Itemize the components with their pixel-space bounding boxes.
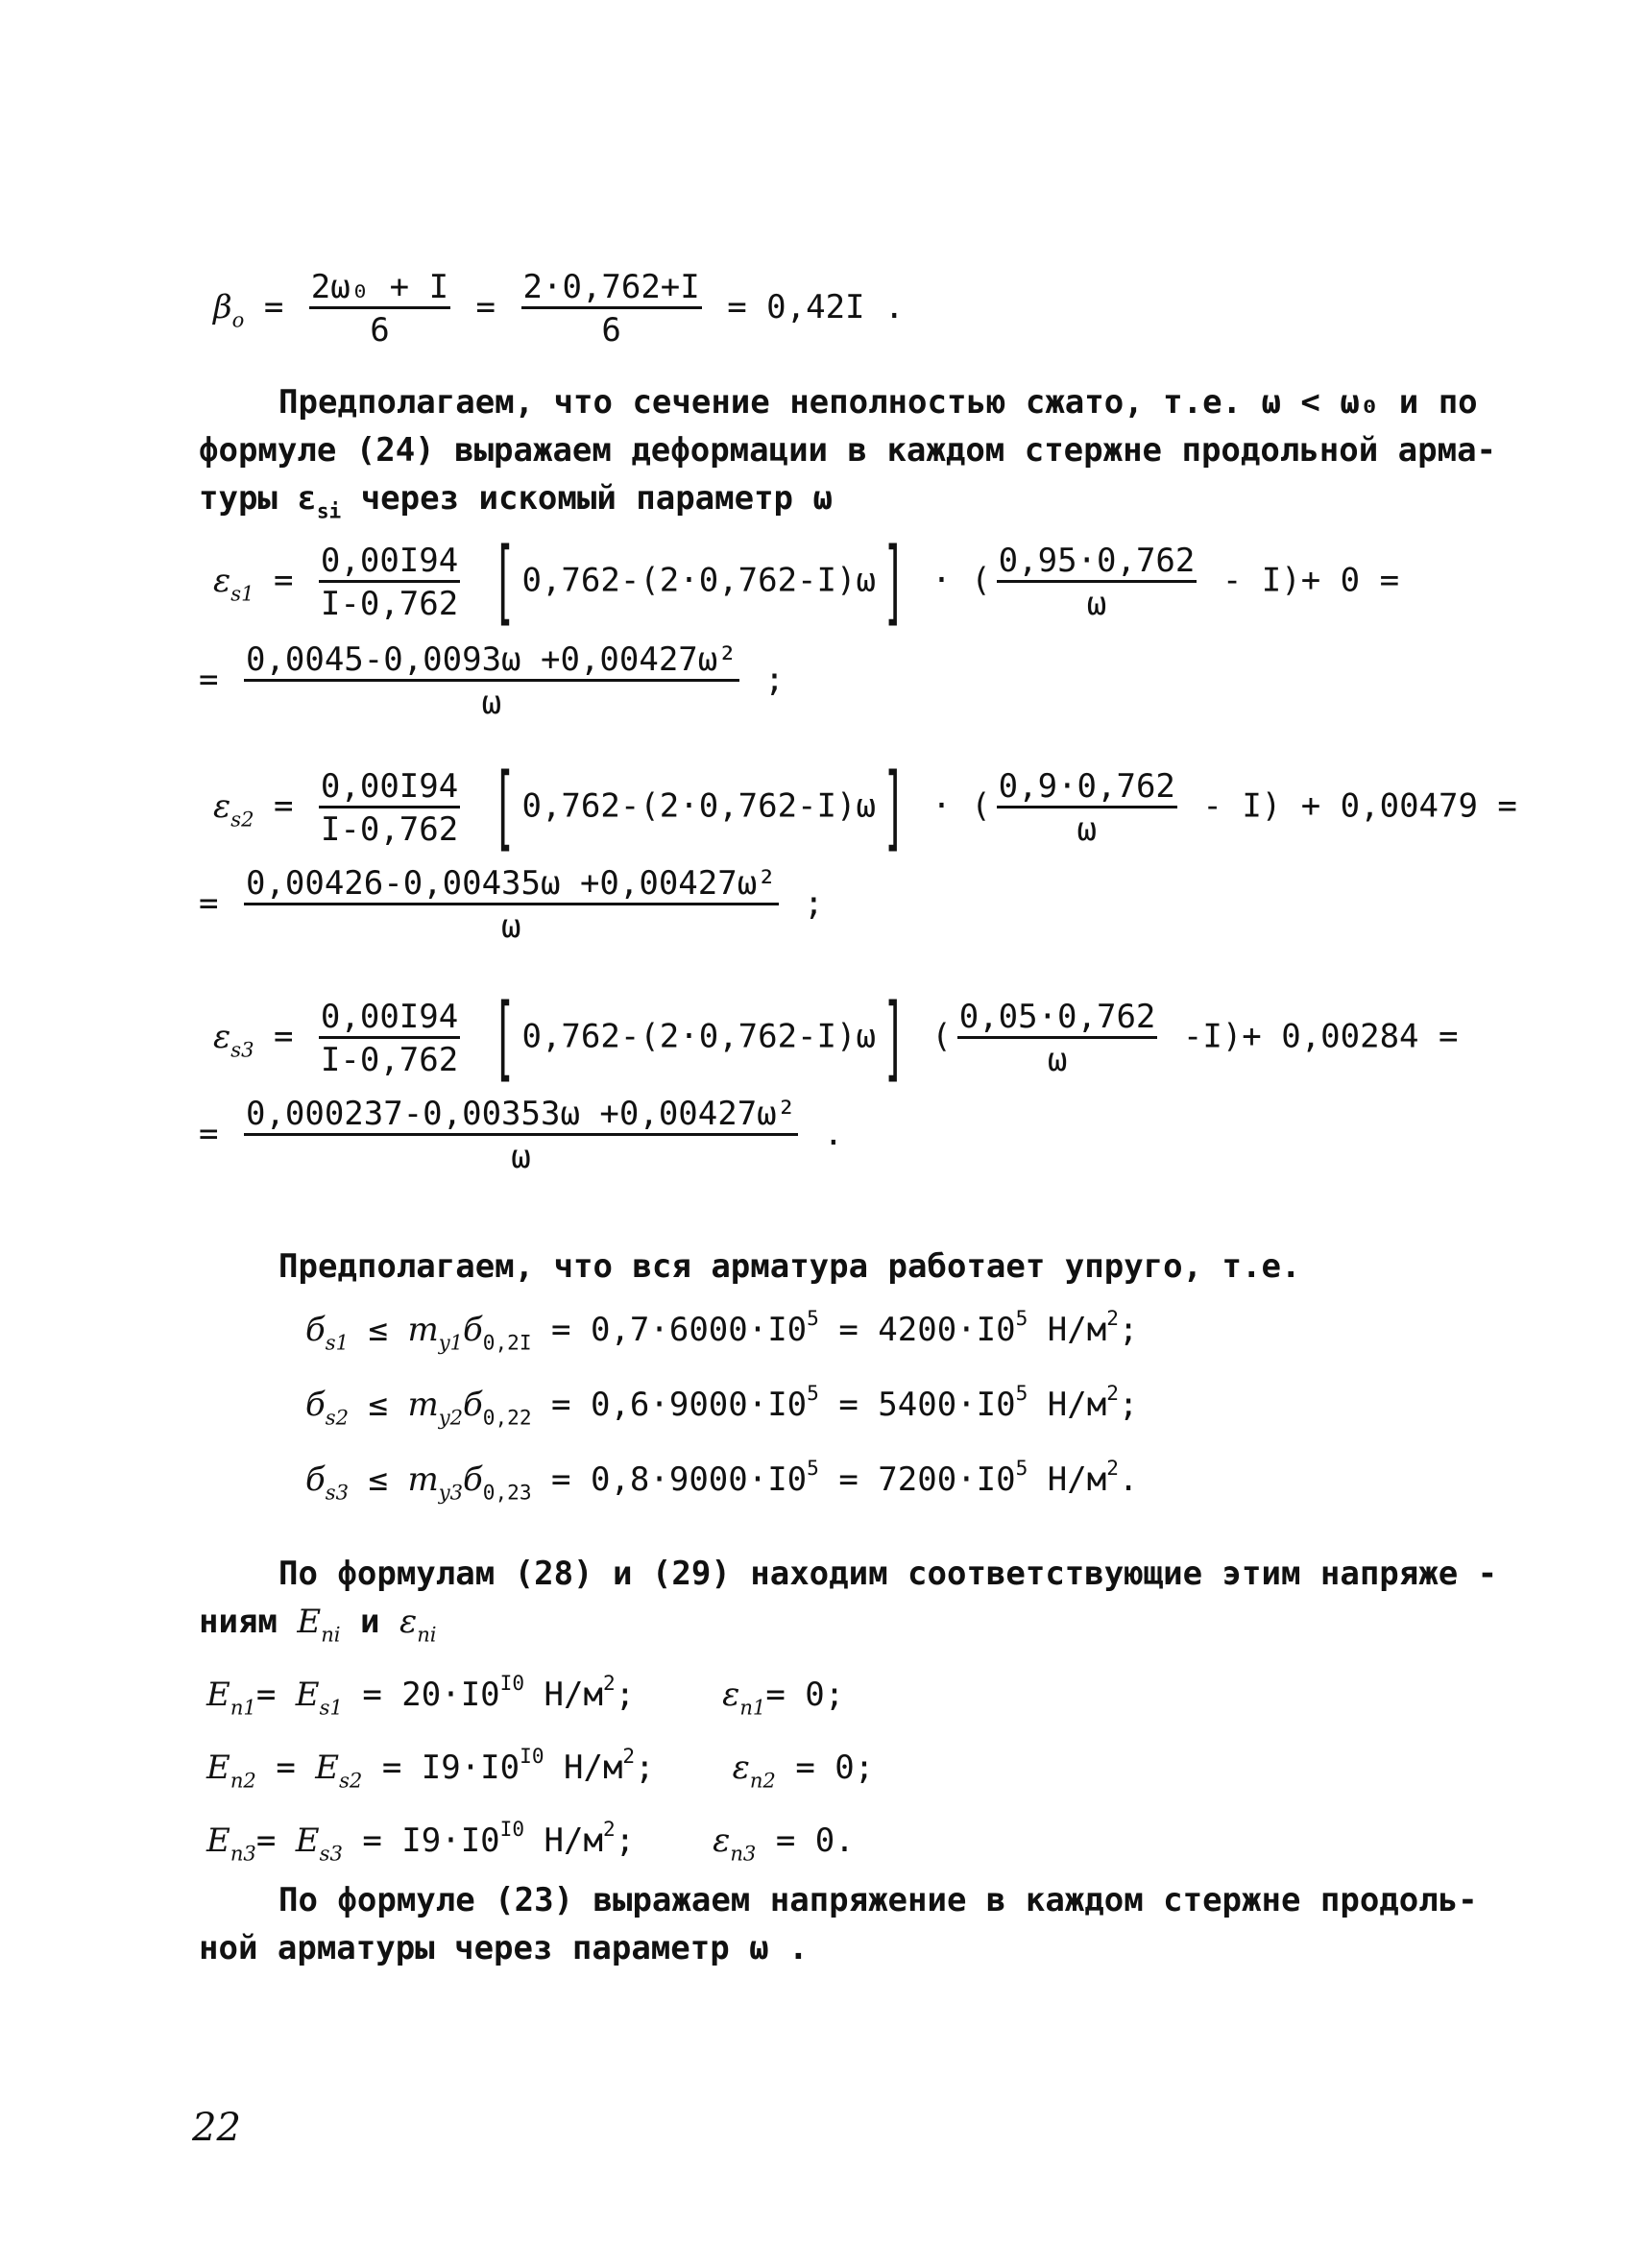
eps-s3-bracket: 0,762-(2·0,762-I)ω: [521, 1017, 876, 1056]
paragraph-3-line-1: По формулам (28) и (29) находим соответствующие этим напряже -: [278, 1555, 1498, 1593]
eps-s3-inner-fraction: $\frac{0,05\cdot 0,762}{\omega}$: [958, 997, 1156, 1079]
paragraph-1-line-2: формуле (24) выражаем деформации в каждом стержне продольной арма-: [199, 431, 1497, 470]
paragraph-1-line-3: туры $\varepsilon_{si}$ через искомый параметр ω: [199, 479, 833, 523]
paragraph-3-line-2: ниям $E_{ni}$ и $\varepsilon_{ni}$: [199, 1603, 437, 1647]
modulus-n1-row: $E_{n1}= E_{s1} = 20\cdot I0^{I0}$ $Н/м^2$; $\varepsilon_{n1}= 0$;: [206, 1671, 845, 1720]
paragraph-2: Предполагаем, что вся арматура работает упруго, т.е.: [278, 1247, 1301, 1286]
eps-s2-bracket: 0,762-(2·0,762-I)ω: [521, 786, 876, 826]
eps-s2-coefficient: $\frac{0,00I94}{I-0,762}$: [320, 766, 459, 849]
sigma-s2-inequality: $б_{s2} \le m_{y2}б_{0,22} = 0,6\cdot 9000\cdot I0^5 = 5400\cdot I0^5$ $Н/м^2$;: [305, 1381, 1139, 1430]
eps-s1-equation: $\varepsilon_{s1}$ = $\frac{0,00I94}{I-0,762}$ [ 0,762-(2·0,762-I)ω] · ( $\frac{0,95\cdot 0,762}{\omega}$ - I)+ 0 =: [213, 528, 1400, 636]
beta-formula: $\beta_o$ = $\frac{\text{2ω₀ + I}}{6}$ = $\frac{2\cdot 0,762+I}{6}$ = 0,42I .: [213, 268, 905, 350]
sigma-s1-inequality: $б_{s1} \le m_{y1}б_{0,2I} = 0,7\cdot 6000\cdot I0^5 = 4200\cdot I0^5$ $Н/м^2$;: [305, 1306, 1139, 1355]
eps-s3-equation: $\varepsilon_{s3}$ = $\frac{0,00I94}{I-0,762}$ [ 0,762-(2·0,762-I)ω] ( $\frac{0,05\cdot 0,762}{\omega}$ -I)+ 0,00284 =: [213, 984, 1459, 1092]
eps-s2-inner-fraction: $\frac{0,9\cdot 0,762}{\omega}$: [998, 766, 1175, 849]
eps-s1-bracket: 0,762-(2·0,762-I)ω: [521, 561, 876, 600]
beta-fraction-1: $\frac{\text{2ω₀ + I}}{6}$: [310, 268, 449, 350]
eps-s3-coefficient: $\frac{0,00I94}{I-0,762}$: [320, 997, 459, 1079]
eps-s1-inner-fraction: $\frac{0,95\cdot 0,762}{\omega}$: [998, 541, 1196, 623]
eps-s2-equation: $\varepsilon_{s2}$ = $\frac{0,00I94}{I-0,762}$ [ 0,762-(2·0,762-I)ω] · ( $\frac{0,9\cdot 0,762}{\omega}$ - I) + 0,00479 =: [213, 754, 1517, 861]
sigma-s3-inequality: $б_{s3} \le m_{y3}б_{0,23} = 0,8\cdot 9000\cdot I0^5 = 7200\cdot I0^5$ $Н/м^2$.: [305, 1456, 1139, 1505]
eps-s2-result-fraction: $\frac{\text{0,00426-0,00435ω +0,00427ω²}}{\omega}$: [245, 864, 777, 946]
page-number: 22: [192, 2106, 241, 2150]
eps-s3-result: = $\frac{\text{0,000237-0,00353ω +0,00427ω²}}{\omega}$ .: [199, 1095, 844, 1176]
modulus-n3-row: $E_{n3}= E_{s3} = I9\cdot I0^{I0}$ $Н/м^2$; $\varepsilon_{n3} = 0$.: [206, 1817, 855, 1866]
paragraph-1-line-1: Предполагаем, что сечение неполностью сжато, т.е. ω < ω₀ и по: [278, 383, 1478, 422]
paragraph-4-line-1: По формуле (23) выражаем напряжение в каждом стержне продоль-: [278, 1881, 1478, 1919]
eps-s2-result: = $\frac{\text{0,00426-0,00435ω +0,00427ω²}}{\omega}$ ;: [199, 864, 824, 946]
beta-result: = 0,42I .: [727, 288, 905, 326]
beta-fraction-2: $\frac{2\cdot 0,762+I}{6}$: [522, 268, 700, 350]
eps-s1-result: = $\frac{\text{0,0045-0,0093ω +0,00427ω²}}{\omega}$ ;: [199, 640, 785, 722]
modulus-n2-row: $E_{n2} = E_{s2} = I9\cdot I0^{I0}$ $Н/м^2$; $\varepsilon_{n2} = 0$;: [206, 1744, 875, 1793]
eps-s3-result-fraction: $\frac{\text{0,000237-0,00353ω +0,00427ω²}}{\omega}$: [245, 1095, 797, 1176]
eps-s1-coefficient: $\frac{0,00I94}{I-0,762}$: [320, 541, 459, 623]
paragraph-4-line-2: ной арматуры через параметр ω .: [199, 1929, 809, 1967]
beta-symbol: $\beta_o$: [213, 288, 245, 332]
eps-s1-result-fraction: $\frac{\text{0,0045-0,0093ω +0,00427ω²}}{\omega}$: [245, 640, 738, 722]
